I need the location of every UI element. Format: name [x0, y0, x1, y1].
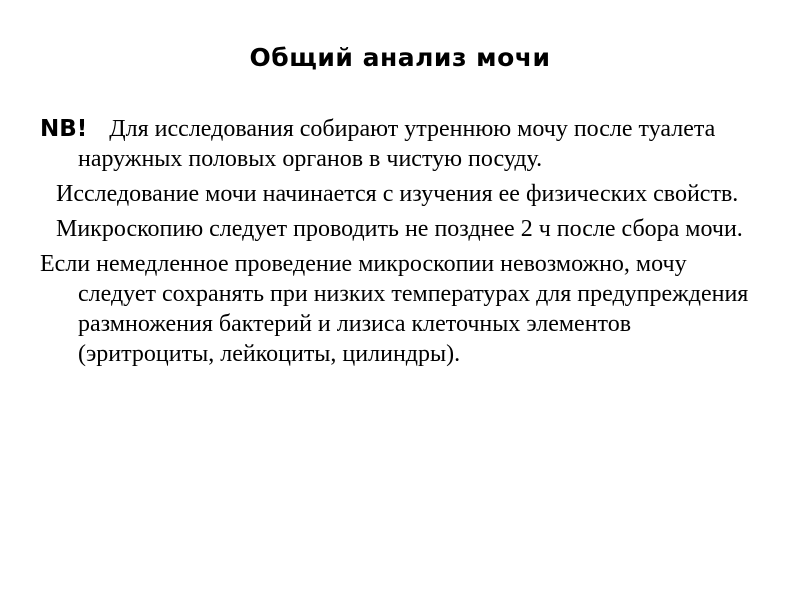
paragraph-microscopy-timing [40, 214, 760, 244]
slide-title: Общий анализ мочи [249, 43, 551, 72]
slide-body [40, 114, 760, 369]
paragraph-physical-properties [40, 179, 760, 209]
paragraph-text: Для исследования собирают утреннюю мочу после туалета наружных половых органов в чистую посуду. [78, 116, 716, 172]
paragraph-storage [40, 249, 760, 369]
paragraph-text: Исследование мочи начинается с изучения ее физических свойств. [56, 181, 739, 207]
paragraph-nb [40, 114, 760, 174]
paragraph-text: Микроскопию следует проводить не позднее 2 ч после сбора мочи. [56, 216, 743, 242]
nb-label: NB! [40, 116, 88, 142]
paragraph-text: Если немедленное проведение микроскопии невозможно, мочу следует сохранять при низких температурах для предупреждения размножения бактерий и лизиса клеточных элементов (эритроциты, лейкоциты, цилиндры). [40, 251, 749, 367]
